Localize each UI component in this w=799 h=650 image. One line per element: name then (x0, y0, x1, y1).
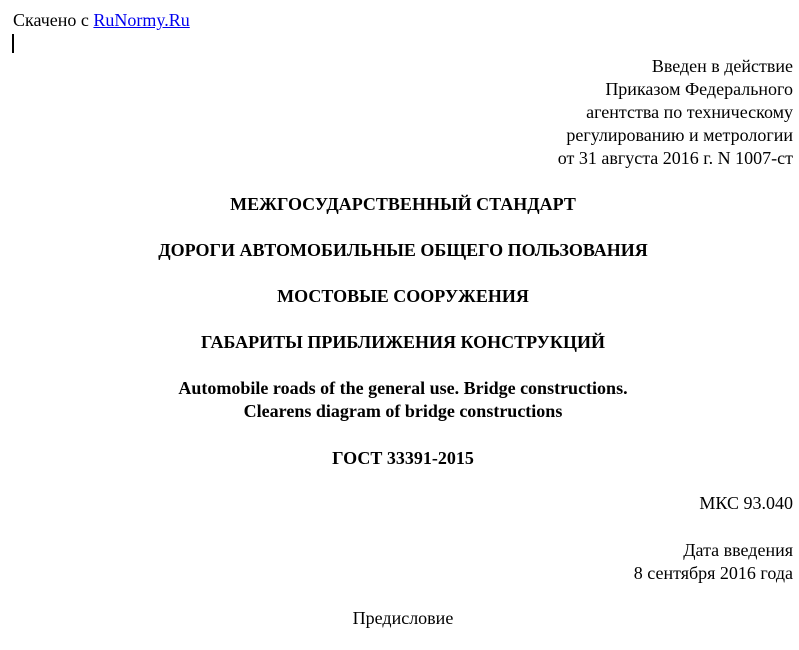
enactment-line: регулированию и метрологии (566, 125, 793, 145)
enactment-line: Введен в действие (651, 56, 793, 76)
standard-title-line-2: МОСТОВЫЕ СООРУЖЕНИЯ (277, 286, 529, 306)
enactment-line: Приказом Федерального (605, 79, 793, 99)
source-line (13, 9, 190, 32)
source-prefix: Скачено с (13, 10, 94, 30)
english-title-line-1: Automobile roads of the general use. Bridge constructions. (178, 378, 628, 398)
mks-code: МКС 93.040 (699, 493, 793, 513)
english-title-line-2: Clearens diagram of bridge constructions (243, 401, 563, 421)
standard-category-heading: МЕЖГОСУДАРСТВЕННЫЙ СТАНДАРТ (230, 194, 576, 214)
date-intro-value: 8 сентября 2016 года (633, 563, 793, 583)
enactment-line: агентства по техническому (586, 102, 793, 122)
date-intro-label: Дата введения (683, 540, 793, 560)
standard-code: ГОСТ 33391-2015 (332, 448, 474, 468)
preface-heading: Предисловие (352, 608, 454, 628)
enactment-line: от 31 августа 2016 г. N 1007-ст (557, 148, 793, 168)
enactment-block (558, 55, 793, 170)
text-cursor (12, 34, 14, 53)
standard-title-line-3: ГАБАРИТЫ ПРИБЛИЖЕНИЯ КОНСТРУКЦИЙ (201, 332, 605, 352)
standard-title-line-1: ДОРОГИ АВТОМОБИЛЬНЫЕ ОБЩЕГО ПОЛЬЗОВАНИЯ (158, 240, 648, 260)
source-link[interactable]: RuNormy.Ru (93, 10, 190, 30)
